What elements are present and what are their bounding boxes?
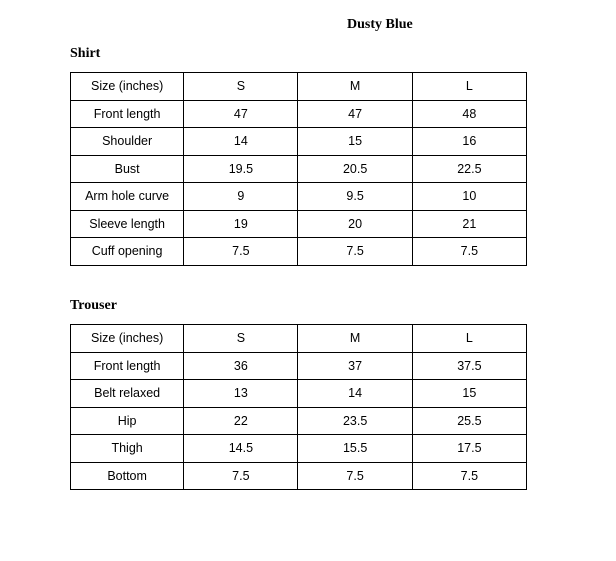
trouser-header-cell: L: [412, 325, 526, 353]
shirt-header-cell: M: [298, 73, 412, 101]
shirt-table-row: [71, 128, 527, 156]
shirt-heading: Shirt: [70, 46, 101, 61]
measurement-value: 7.5: [412, 462, 526, 490]
trouser-header-cell: M: [298, 325, 412, 353]
trouser-table-row: [71, 462, 527, 490]
measurement-value: 14.5: [184, 435, 298, 463]
trouser-header-row: [71, 325, 527, 353]
measurement-value: 15.5: [298, 435, 412, 463]
measurement-label: Front length: [71, 352, 184, 380]
measurement-value: 14: [184, 128, 298, 156]
measurement-value: 37.5: [412, 352, 526, 380]
shirt-header-cell: L: [412, 73, 526, 101]
measurement-value: 37: [298, 352, 412, 380]
measurement-value: 17.5: [412, 435, 526, 463]
measurement-value: 13: [184, 380, 298, 408]
measurement-value: 20: [298, 210, 412, 238]
measurement-label: Shoulder: [71, 128, 184, 156]
shirt-table-row: [71, 155, 527, 183]
measurement-value: 15: [412, 380, 526, 408]
measurement-value: 15: [298, 128, 412, 156]
measurement-label: Bottom: [71, 462, 184, 490]
trouser-header-cell: Size (inches): [71, 325, 184, 353]
shirt-table-row: [71, 210, 527, 238]
measurement-label: Thigh: [71, 435, 184, 463]
measurement-label: Hip: [71, 407, 184, 435]
trouser-table-row: [71, 435, 527, 463]
measurement-value: 7.5: [184, 462, 298, 490]
trouser-table-row: [71, 407, 527, 435]
measurement-value: 16: [412, 128, 526, 156]
measurement-value: 19.5: [184, 155, 298, 183]
measurement-value: 7.5: [184, 238, 298, 266]
measurement-value: 7.5: [412, 238, 526, 266]
shirt-header-cell: Size (inches): [71, 73, 184, 101]
trouser-table-row: [71, 380, 527, 408]
document-title: Dusty Blue: [347, 17, 413, 32]
measurement-value: 21: [412, 210, 526, 238]
trouser-size-table: [70, 324, 527, 490]
trouser-table-row: [71, 352, 527, 380]
measurement-value: 47: [298, 100, 412, 128]
trouser-header-cell: S: [184, 325, 298, 353]
measurement-value: 48: [412, 100, 526, 128]
measurement-value: 7.5: [298, 238, 412, 266]
measurement-label: Arm hole curve: [71, 183, 184, 211]
measurement-value: 7.5: [298, 462, 412, 490]
shirt-header-row: [71, 73, 527, 101]
measurement-label: Front length: [71, 100, 184, 128]
trouser-heading: Trouser: [70, 298, 117, 313]
shirt-header-cell: S: [184, 73, 298, 101]
shirt-table-row: [71, 183, 527, 211]
measurement-value: 22: [184, 407, 298, 435]
measurement-value: 9.5: [298, 183, 412, 211]
measurement-label: Belt relaxed: [71, 380, 184, 408]
measurement-value: 9: [184, 183, 298, 211]
measurement-value: 36: [184, 352, 298, 380]
measurement-label: Cuff opening: [71, 238, 184, 266]
measurement-value: 47: [184, 100, 298, 128]
shirt-table-row: [71, 238, 527, 266]
measurement-value: 14: [298, 380, 412, 408]
measurement-value: 25.5: [412, 407, 526, 435]
measurement-value: 22.5: [412, 155, 526, 183]
shirt-size-table: [70, 72, 527, 266]
measurement-value: 23.5: [298, 407, 412, 435]
measurement-label: Bust: [71, 155, 184, 183]
measurement-value: 10: [412, 183, 526, 211]
measurement-value: 19: [184, 210, 298, 238]
shirt-table-row: [71, 100, 527, 128]
measurement-value: 20.5: [298, 155, 412, 183]
measurement-label: Sleeve length: [71, 210, 184, 238]
